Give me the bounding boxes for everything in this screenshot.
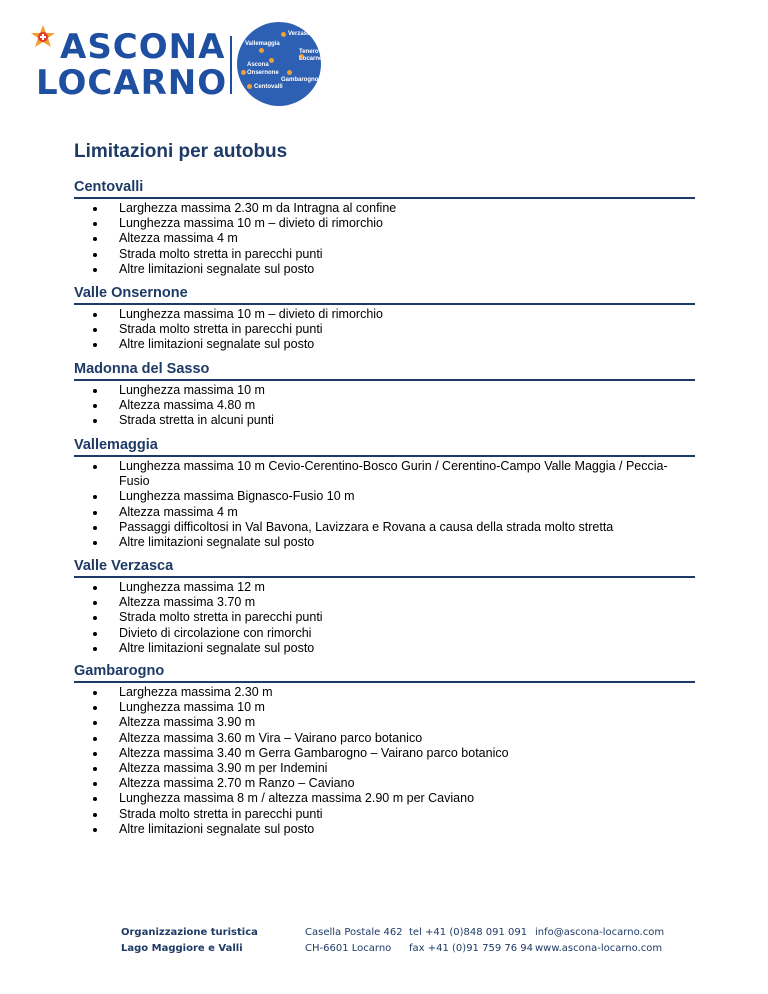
restriction-list [74, 383, 695, 429]
list-item: Strada molto stretta in parecchi punti [74, 610, 695, 625]
footer-address-line1: Casella Postale 462 [305, 927, 403, 938]
map-dot [241, 70, 246, 75]
restriction-list [74, 580, 695, 656]
list-item: Lunghezza massima 8 m / altezza massima 2.90 m per Caviano [74, 791, 695, 806]
footer-website-link[interactable]: www.ascona-locarno.com [535, 943, 663, 954]
footer-tel: tel +41 (0)848 091 091 [409, 927, 528, 938]
footer-phone [409, 925, 533, 957]
place-label: Centovalli [254, 84, 283, 90]
section-heading: Gambarogno [74, 662, 695, 683]
list-item: Strada stretta in alcuni punti [74, 413, 695, 428]
place-label: Gambarogno [281, 77, 319, 83]
footer-org-line1: Organizzazione turistica [121, 927, 258, 938]
list-item: Lunghezza massima 10 m Cevio-Cerentino-Bosco Gurin / Cerentino-Campo Valle Maggia / Peccia-Fusio [74, 459, 695, 489]
place-label: Onsernone [247, 70, 279, 76]
place-label: Locarno [299, 56, 323, 62]
map-dot [269, 58, 274, 63]
logo-word-locarno: LOCARNO [36, 63, 228, 103]
list-item: Altre limitazioni segnalate sul posto [74, 262, 695, 277]
region-map-badge [237, 22, 321, 106]
map-dot [259, 48, 264, 53]
list-item: Strada molto stretta in parecchi punti [74, 322, 695, 337]
list-item: Lunghezza massima 12 m [74, 580, 695, 595]
list-item: Altezza massima 3.60 m Vira – Vairano parco botanico [74, 731, 695, 746]
section-valle-verzasca [74, 557, 695, 656]
section-heading: Vallemaggia [74, 436, 695, 457]
restriction-list [74, 459, 695, 550]
footer-organization [121, 925, 258, 957]
list-item: Lunghezza massima 10 m [74, 383, 695, 398]
list-item: Larghezza massima 2.30 m [74, 685, 695, 700]
section-valle-onsernone [74, 284, 695, 353]
restriction-list [74, 201, 695, 277]
list-item: Lunghezza massima 10 m – divieto di rimorchio [74, 216, 695, 231]
list-item: Lunghezza massima 10 m [74, 700, 695, 715]
section-heading: Madonna del Sasso [74, 360, 695, 381]
section-heading: Valle Onsernone [74, 284, 695, 305]
map-dot [287, 70, 292, 75]
list-item: Altre limitazioni segnalate sul posto [74, 535, 695, 550]
list-item: Altre limitazioni segnalate sul posto [74, 337, 695, 352]
map-dot [247, 84, 252, 89]
section-heading: Valle Verzasca [74, 557, 695, 578]
section-madonna-del-sasso [74, 360, 695, 429]
map-dot [281, 32, 286, 37]
place-label: Tenero [299, 49, 319, 55]
sun-star-icon [30, 24, 56, 50]
place-label: Vallemaggia [245, 41, 280, 47]
list-item: Divieto di circolazione con rimorchi [74, 626, 695, 641]
list-item: Altezza massima 3.70 m [74, 595, 695, 610]
list-item: Lunghezza massima Bignasco-Fusio 10 m [74, 489, 695, 504]
section-vallemaggia [74, 436, 695, 550]
list-item: Altezza massima 3.90 m [74, 715, 695, 730]
list-item: Altezza massima 4 m [74, 231, 695, 246]
list-item: Altezza massima 4 m [74, 505, 695, 520]
section-centovalli [74, 178, 695, 277]
list-item: Larghezza massima 2.30 m da Intragna al confine [74, 201, 695, 216]
footer-contact [535, 925, 664, 957]
list-item: Passaggi difficoltosi in Val Bavona, Lavizzara e Rovana a causa della strada molto stretta [74, 520, 695, 535]
place-label: Verzasca [288, 31, 314, 37]
footer-address-line2: CH-6601 Locarno [305, 943, 392, 954]
logo-word-ascona: ASCONA [60, 27, 226, 67]
restriction-list [74, 685, 695, 837]
page-title: Limitazioni per autobus [74, 141, 288, 162]
list-item: Altre limitazioni segnalate sul posto [74, 822, 695, 837]
section-heading: Centovalli [74, 178, 695, 199]
logo-separator [230, 36, 232, 94]
footer-fax: fax +41 (0)91 759 76 94 [409, 943, 533, 954]
restriction-list [74, 307, 695, 353]
list-item: Strada molto stretta in parecchi punti [74, 247, 695, 262]
brand-logo [30, 22, 330, 102]
footer-address [305, 925, 403, 957]
footer-email-link[interactable]: info@ascona-locarno.com [535, 927, 665, 938]
list-item: Altezza massima 3.40 m Gerra Gambarogno – Vairano parco botanico [74, 746, 695, 761]
footer-org-line2: Lago Maggiore e Valli [121, 943, 243, 954]
list-item: Altezza massima 3.90 m per Indemini [74, 761, 695, 776]
list-item: Strada molto stretta in parecchi punti [74, 807, 695, 822]
section-gambarogno [74, 662, 695, 837]
list-item: Altezza massima 4.80 m [74, 398, 695, 413]
place-label: Ascona [247, 62, 269, 68]
list-item: Lunghezza massima 10 m – divieto di rimorchio [74, 307, 695, 322]
list-item: Altre limitazioni segnalate sul posto [74, 641, 695, 656]
list-item: Altezza massima 2.70 m Ranzo – Caviano [74, 776, 695, 791]
